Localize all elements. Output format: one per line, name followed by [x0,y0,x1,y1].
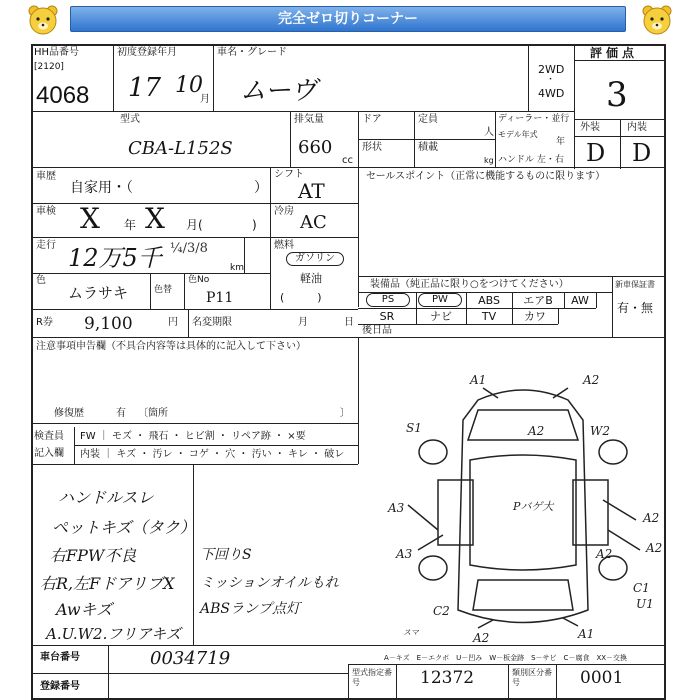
diagram-center-note: Pバゲ大 [513,500,554,513]
handle-label: ハンドル 左・右 [498,155,564,165]
spec-number-label: 型式指定番号 [352,668,392,687]
class-number-value: 0001 [580,668,624,688]
equip-sr: SR [379,310,395,323]
ac-label: 冷房 [274,206,294,217]
rating-label: 評価点 [590,46,639,60]
handwritten-note-3: 右FPW不良 [50,546,137,565]
recycle-value: 9,100 [84,314,133,334]
mark-u1: U1 [636,597,654,611]
model-year-unit: 年 [556,137,566,147]
handwritten-note-1: ハンドルスレ [58,488,154,507]
interior-label: 内装 [627,122,647,133]
recycle-unit: 円 [168,317,178,328]
rear-left-wheel [419,556,447,580]
inspector-label-1: 検査員 [34,431,64,442]
left-doors-outline [438,480,473,545]
capacity-unit: 人 [484,127,494,138]
mileage-scratch: ¼∕3∕8 [170,241,208,256]
mark-rear-a1: A1 [578,627,595,641]
handwritten-note-right-3: ABSランプ点灯 [200,601,300,617]
chassis-label: 車台番号 [40,652,80,663]
color-change-label: 色替 [154,285,173,295]
lot-label: HH品番号 [34,47,80,58]
inspector-interior-row: 内装 ｜ キズ ・ 汚レ ・ コゲ ・ 穴 ・ 汚い ・ キレ ・ 破レ [80,449,345,460]
color-label: 色 [36,275,46,286]
exterior-grade: D [586,139,606,167]
mark-s1: S1 [406,421,422,435]
shift-label: シフト [274,169,304,180]
equip-ps-circled: PS [366,293,410,307]
equip-aw: AW [571,294,589,307]
handwritten-note-6: A.U.W2.フリアキズ [46,625,181,643]
mark-w2: W2 [590,424,610,438]
inspector-fw-row: FW ｜ モズ ・ 飛石 ・ ヒビ割 ・ リペア跡 ・ ×要 [80,431,306,442]
equip-navi: ナビ [430,310,452,323]
inspection-month-unit: 月( [186,218,203,232]
repair-history-label: 修復歴 [54,408,84,419]
mark-right-a2-lower: A2 [646,541,663,555]
first-reg-year: 17 [128,73,162,103]
damage-legend: A－キズ E－エクボ U－凹み W－板金跡 S－サビ C－腐食 XX－交換 [384,654,628,662]
car-name-label: 車名・グレード [217,47,287,58]
front-right-wheel [599,440,627,464]
inspection-close: ) [252,218,257,232]
new-car-warranty-value: 有・無 [617,301,654,315]
mark-sumi: スマ [403,628,419,637]
equip-airbag: エアB [523,294,553,307]
handwritten-note-right-2: ミッションオイルもれ [200,575,339,591]
model-label: 型式 [120,114,140,125]
front-left-wheel [419,440,447,464]
color-value: ムラサキ [68,284,129,302]
rear-window-outline [473,580,573,610]
ac-value: AC [300,212,327,233]
handwritten-note-5: Awキズ [56,600,113,619]
spec-number-value: 12372 [420,668,475,688]
mark-right-a2: A2 [643,511,660,525]
fuel-gasoline-circled: ガソリン [286,252,344,266]
notes-label: 注意事項申告欄（不具合内容等は具体的に記入して下さい） [36,341,306,352]
new-car-warranty-label: 新車保証書 [615,280,655,289]
bear-mascot-icon [26,3,60,37]
door-label: ドア [362,114,382,125]
color-code-label: 色No [188,275,210,285]
load-unit: kg [484,156,494,165]
shift-value: AT [298,179,325,203]
load-label: 積載 [418,142,438,153]
model-value: CBA-L152S [128,138,233,159]
displacement-value: 660 [298,137,333,158]
equip-abs: ABS [478,294,500,307]
color-code-value: P11 [206,290,234,306]
expiry-month: 月 [298,317,308,328]
mark-c2: C2 [433,604,450,618]
expiry-day: 日 [344,317,354,328]
mileage-unit: km [230,263,244,273]
model-year-label: モデル年式 [498,130,538,139]
mileage-label: 走行 [36,240,56,251]
sales-point-label: セールスポイント（正常に機能するものに限ります） [366,171,606,182]
interior-grade: D [632,139,652,167]
bear-mascot-icon [640,3,674,37]
inspection-year-unit: 年 [124,218,137,232]
dealer-label: ディーラー・並行 [498,114,570,124]
displacement-unit: cc [342,155,353,166]
handwritten-note-right-1: 下回りS [200,547,252,563]
mark-hood-a2: A2 [528,424,545,438]
drive-4wd: 4WD [538,87,565,100]
mark-rear-right-a2: A2 [596,547,613,561]
car-name-value: ムーヴ [240,76,317,106]
mileage-value: 12万5千 [68,244,162,272]
repair-parts-close: 〕 [340,408,350,419]
lot-number: 4068 [36,82,90,109]
repair-history-value: 有 [116,408,126,419]
drive-2wd: 2WD [538,63,565,76]
mark-c1: C1 [633,581,650,595]
equip-leather: カワ [524,310,546,323]
recycle-label: R券 [36,317,53,328]
chassis-value: 0034719 [150,648,231,669]
lot-code: [2120] [34,62,64,72]
page-title: 完全ゼロ切りコーナー [70,6,626,32]
inspection-year-value: X [80,202,100,235]
after-item-label: 後日品 [362,325,392,336]
header-banner [0,0,700,40]
class-number-label: 類別区分番号 [512,668,552,687]
registration-label: 登録番号 [40,681,80,692]
handwritten-note-2: ペットキズ（タク） [52,518,196,537]
equip-pw-circled: PW [418,293,462,307]
rating-value: 3 [606,75,628,115]
handwritten-note-4: 右R,左FドアリブX [40,574,175,593]
fuel-label: 燃料 [274,240,294,251]
mark-front-a2: A2 [583,373,600,387]
usage-label: 車歴 [36,171,56,182]
expiry-label: 名変期限 [192,317,232,328]
mark-front-a1: A1 [470,373,487,387]
right-doors-outline [573,480,608,545]
capacity-label: 定員 [418,114,438,125]
mark-left-a3-lower: A3 [396,547,413,561]
repair-parts-label: 〔箇所 [138,408,168,419]
fuel-other: ( ) [280,291,322,304]
drive-dot: ・ [546,75,556,85]
first-reg-label: 初度登録年月 [117,47,177,58]
displacement-label: 排気量 [294,114,324,125]
fuel-diesel: 軽油 [300,272,322,285]
first-reg-month: 10 [175,73,203,98]
equip-tv: TV [481,310,497,323]
inspection-label: 車検 [36,206,56,217]
shape-label: 形状 [362,142,382,153]
hood-outline [468,410,578,440]
usage-value: 自家用・（ [70,180,133,196]
mark-left-a3: A3 [388,501,405,515]
inspection-month-value: X [145,202,165,235]
inspector-label-2: 記入欄 [34,448,64,459]
mark-rear-a2: A2 [473,631,490,645]
exterior-label: 外装 [580,122,600,133]
first-reg-month-unit: 月 [200,94,210,105]
equipment-label: 装備品（純正品に限り○をつけてください） [370,279,569,290]
usage-close: ） [254,180,268,196]
car-damage-diagram [378,370,668,650]
